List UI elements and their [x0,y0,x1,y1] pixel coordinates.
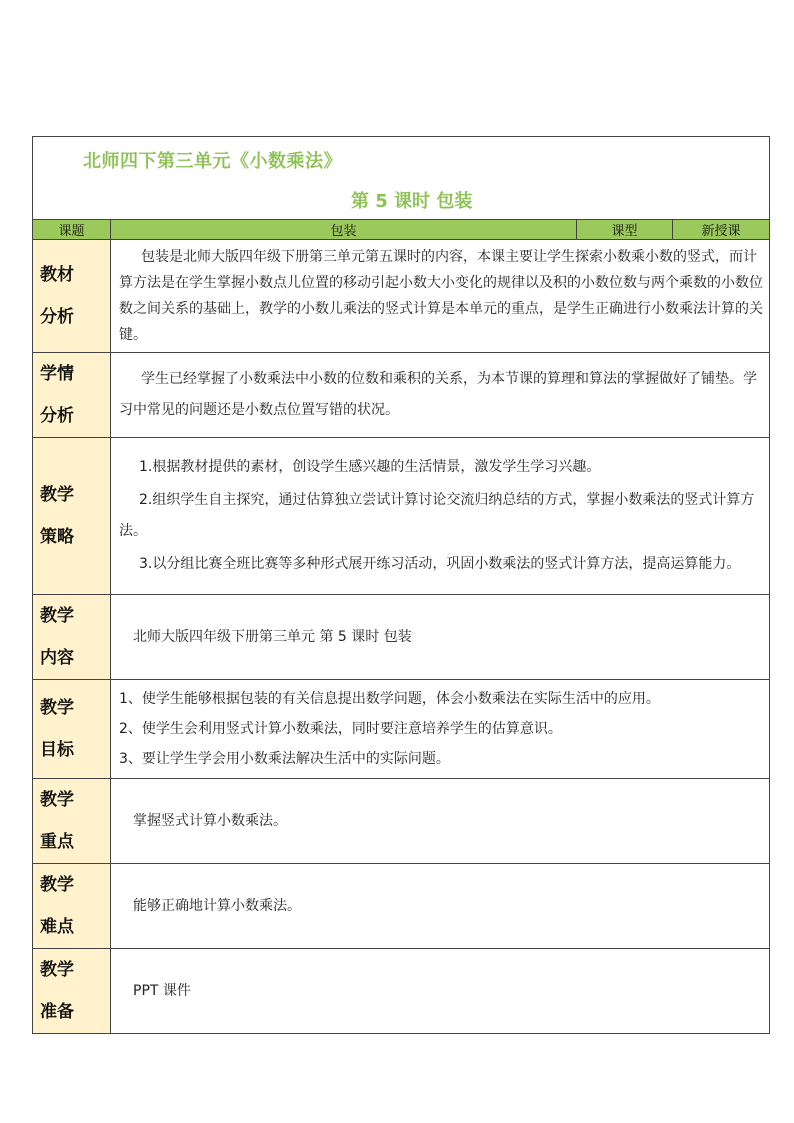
label-line: 教材 [40,265,74,285]
label-line: 分析 [40,406,74,426]
title-cell [33,137,770,220]
row-teaching-goals [33,680,770,779]
label-line: 教学 [40,790,74,810]
label-line: 策略 [40,527,74,547]
students-text: 学生已经掌握了小数乘法中小数的位数和乘积的关系，为本节课的算理和算法的掌握做好了铺垫。学习中常见的问题还是小数点位置写错的状况。 [119,371,757,418]
goal-item: 2、使学生会利用竖式计算小数乘法，同时要注意培养学生的估算意识。 [119,721,562,737]
topic-label: 课题 [33,220,111,240]
material-text: 包装是北师大版四年级下册第三单元第五课时的内容，本课主要让学生探索小数乘小数的竖式，而计算方法是在学生掌握小数点儿位置的移动引起小数大小变化的规律以及积的小数位数与两个乘数的小数位数之间关系的基础上，教学的小数儿乘法的竖式计算是本单元的重点，是学生正确进行小数乘法计算的关键。 [119,249,763,343]
strategy-item: 1.根据教材提供的素材，创设学生感兴趣的生活情景，激发学生学习兴趣。 [139,459,601,475]
row-content [111,595,770,680]
label-line: 教学 [40,960,74,980]
row-label [33,864,111,949]
key-text: 掌握竖式计算小数乘法。 [133,813,287,829]
row-label [33,949,111,1034]
lesson-plan-sheet [32,136,769,1034]
topic-value: 包装 [111,220,577,240]
row-content [111,779,770,864]
row-content [111,864,770,949]
row-label [33,779,111,864]
row-key-point [33,779,770,864]
label-line: 教学 [40,606,74,626]
content-text: 北师大版四年级下册第三单元 第 5 课时 包装 [133,629,412,645]
row-label [33,680,111,779]
row-content [111,949,770,1034]
row-content [111,680,770,779]
type-label: 课型 [577,220,673,240]
label-line: 重点 [40,832,74,852]
label-line: 教学 [40,698,74,718]
difficulty-text: 能够正确地计算小数乘法。 [133,898,301,914]
label-line: 难点 [40,917,74,937]
prep-text: PPT 课件 [133,983,191,999]
row-teaching-strategy [33,438,770,595]
document-title: 北师四下第三单元《小数乘法》 [83,151,342,172]
row-content [111,240,770,353]
type-value: 新授课 [673,220,770,240]
row-material-analysis [33,240,770,353]
row-teaching-content [33,595,770,680]
label-line: 内容 [40,648,74,668]
goal-item: 1、使学生能够根据包装的有关信息提出数学问题，体会小数乘法在实际生活中的应用。 [119,691,660,707]
lesson-subtitle: 第 5 课时 包装 [351,191,473,212]
label-line: 分析 [40,307,74,327]
row-content [111,353,770,438]
strategy-item: 2.组织学生自主探究，通过估算独立尝试计算讨论交流归纳总结的方式，掌握小数乘法的竖式计算方法。 [119,492,755,539]
row-label [33,240,111,353]
row-difficulty [33,864,770,949]
label-line: 教学 [40,485,74,505]
row-label [33,595,111,680]
label-line: 教学 [40,875,74,895]
label-line: 学情 [40,364,74,384]
lesson-plan-table [32,136,770,1034]
label-line: 目标 [40,740,74,760]
header-row [33,220,770,240]
label-line: 准备 [40,1002,74,1022]
row-student-analysis [33,353,770,438]
row-content [111,438,770,595]
row-label [33,353,111,438]
strategy-item: 3.以分组比赛全班比赛等多种形式展开练习活动，巩固小数乘法的竖式计算方法，提高运算能力。 [139,556,741,572]
row-preparation [33,949,770,1034]
goal-item: 3、要让学生学会用小数乘法解决生活中的实际问题。 [119,751,450,767]
row-label [33,438,111,595]
